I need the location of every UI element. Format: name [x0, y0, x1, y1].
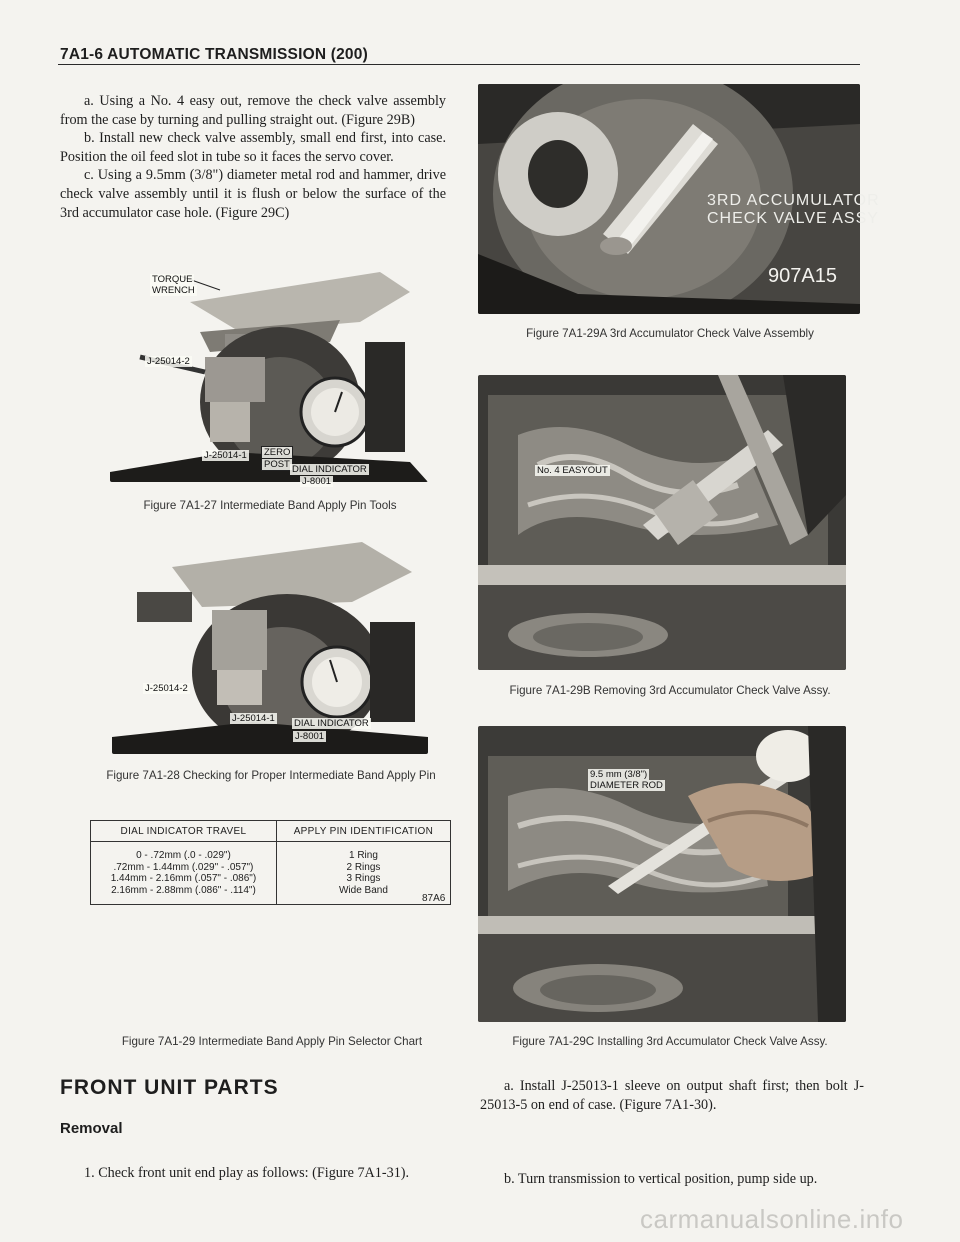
pin-id-value: 3 Rings [346, 873, 381, 884]
left-instructions [60, 92, 446, 222]
figure-29c-caption: Figure 7A1-29C Installing 3rd Accumulator Check Valve Assy. [512, 1035, 828, 1048]
figure-29c-photo [478, 726, 846, 1022]
travel-value: 2.16mm - 2.88mm (.086" - .114") [111, 884, 256, 896]
page-header-title: 7A1-6 AUTOMATIC TRANSMISSION (200) [60, 46, 368, 63]
torque-wrench-label-1: TORQUE [152, 274, 193, 285]
step-b-paragraph: b. Install new check valve assembly, small end first, into case. Position the oil feed slot in tube so it faces the servo cover. [60, 130, 446, 165]
figure-27-caption: Figure 7A1-27 Intermediate Band Apply Pin Tools [143, 499, 397, 512]
fig29a-label-line1: 3RD ACCUMULATOR [707, 192, 880, 209]
fig28-j8001-label: J-8001 [295, 731, 325, 742]
pin-id-value: 2 Rings [346, 861, 381, 873]
front-unit-step-1: 1. Check front unit end play as follows: (Figure 7A1-31). [84, 1165, 410, 1181]
apply-pin-selector-chart [90, 820, 451, 905]
table-row [91, 842, 451, 905]
section-subtitle: Removal [60, 1120, 123, 1137]
step-c-paragraph: c. Using a 9.5mm (3/8") diameter metal rod and hammer, drive check valve assembly until it is flush or below the surface of the 3rd accumulator case hole. (Figure 29C) [60, 167, 446, 221]
fig28-dial-indicator-label: DIAL INDICATOR [294, 718, 369, 729]
easyout-label: No. 4 EASYOUT [537, 465, 608, 476]
col-header-apply-pin: APPLY PIN IDENTIFICATION [276, 821, 450, 842]
figure-29b-photo [478, 375, 846, 670]
fig28-j25014-2-label: J-25014-2 [145, 683, 188, 694]
col-header-dial-travel: DIAL INDICATOR TRAVEL [91, 821, 277, 842]
header-rule [58, 64, 860, 65]
fig29a-label-line2: CHECK VALVE ASSY [707, 210, 879, 227]
fig28-j25014-1-label: J-25014-1 [232, 713, 275, 724]
step-a-paragraph: a. Using a No. 4 easy out, remove the check valve assembly from the case by turning and pulling straight out. (Figure 29B) [60, 93, 446, 128]
turn-transmission-paragraph: b. Turn transmission to vertical position, pump side up. [504, 1171, 818, 1187]
section-title: FRONT UNIT PARTS [60, 1076, 279, 1099]
torque-wrench-label-2: WRENCH [152, 285, 195, 296]
j8001-label: J-8001 [302, 476, 332, 487]
figure-29a-caption: Figure 7A1-29A 3rd Accumulator Check Valve Assembly [526, 327, 814, 340]
tool-j25014-1-label: J-25014-1 [204, 450, 247, 461]
travel-value: 0 - .72mm (.0 - .029") [136, 850, 231, 861]
install-sleeve-paragraph: a. Install J-25013-1 sleeve on output shaft first; then bolt J-25013-5 on end of case. (Figure 7A1-30). [480, 1078, 864, 1113]
figure-29-caption: Figure 7A1-29 Intermediate Band Apply Pin Selector Chart [121, 1035, 423, 1048]
fig29a-code: 907A15 [768, 265, 837, 287]
post-label: POST [261, 458, 293, 471]
pin-id-value: 1 Ring [348, 850, 378, 861]
rod-size-label: 9.5 mm (3/8") [590, 769, 648, 780]
diameter-rod-label: DIAMETER ROD [590, 780, 663, 791]
figure-29b-caption: Figure 7A1-29B Removing 3rd Accumulator Check Valve Assy. [509, 684, 831, 697]
pin-id-value: Wide Band [338, 884, 388, 896]
travel-value: 1.44mm - 2.16mm (.057" - .086") [110, 873, 257, 884]
zero-label: ZERO [261, 446, 293, 459]
travel-value: .72mm - 1.44mm (.029" - .057") [113, 861, 254, 873]
tool-j25014-2-label: J-25014-2 [147, 356, 190, 367]
watermark-text: carmanualsonline.info [640, 1204, 904, 1234]
dial-indicator-label: DIAL INDICATOR [292, 464, 367, 475]
chart-code: 87A6 [422, 893, 446, 904]
figure-28-caption: Figure 7A1-28 Checking for Proper Intermediate Band Apply Pin [106, 769, 436, 782]
